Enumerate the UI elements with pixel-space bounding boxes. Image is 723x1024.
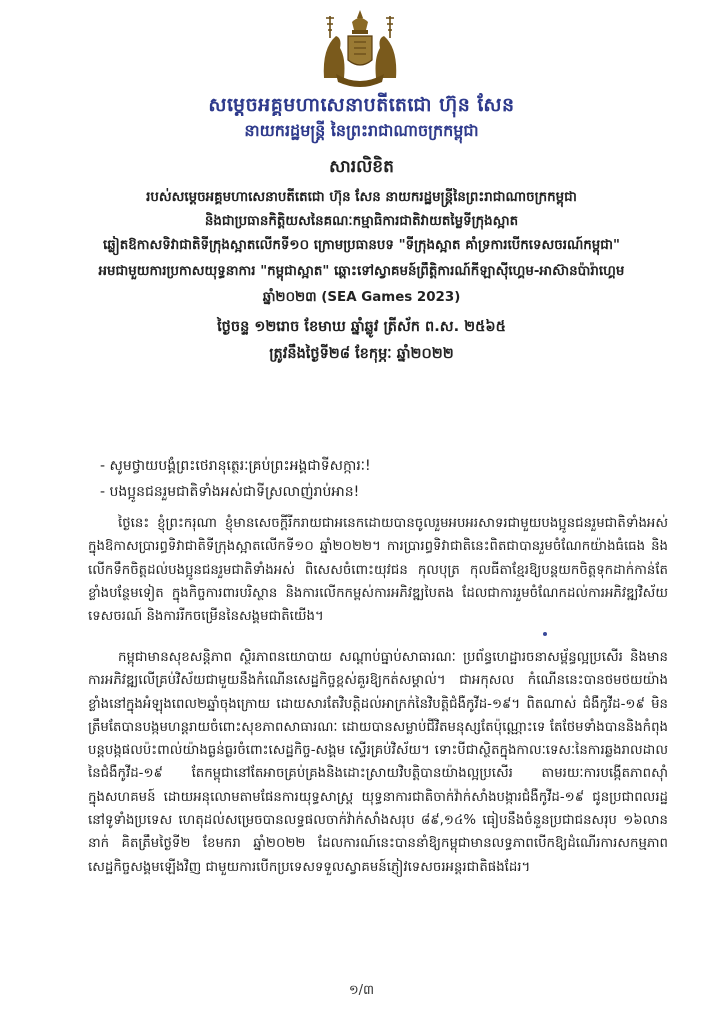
royal-arms-of-cambodia-icon [316,8,404,88]
body-paragraph: កម្ពុជាមានសុខសន្តិភាព ស្ថិរភាពនយោបាយ សណ្ដាប់ធ្នាប់សាធារណៈ ប្រព័ន្ធហេដ្ឋារចនាសម្ព័ន្ធល្អប្រសើរ និងមានការអភិវឌ្ឍលើគ្រប់វិស័យជាមួយនឹងកំណើនសេដ្ឋកិច្ចខ្ពស់គួរឱ្យកត់សម្គាល់។ ជាអកុសល កំណើននេះបានថមថយយ៉ាងខ្លាំងនៅក្នុងអំឡុងពេល២ឆ្នាំចុងក្រោយ ដោយសារតែវិបត្តិដល់អាក្រក់នៃវិបត្តិជំងឺកូវីដ-១៩។ ពិតណាស់ ជំងឺកូវីដ-១៩ មិនត្រឹមតែបានបង្កមហន្តរាយចំពោះសុខភាពសាធារណៈ ដោយបានសម្លាប់ជីវិតមនុស្សតែប៉ុណ្ណោះទេ តែថែមទាំងបាននិងកំពុងបន្តបង្កផលប៉ះពាល់យ៉ាងធ្ងន់ធ្ងរចំពោះសេដ្ឋកិច្ច-សង្គម ស្ទើរគ្រប់វិស័យ។ ទោះបីជាស្ថិតក្នុងកាលៈទេសៈនៃការឆ្លងរាលដាលនៃជំងឺកូវីដ-១៩ តែកម្ពុជានៅតែអាចគ្រប់គ្រងនិងដោះស្រាយវិបត្តិបានយ៉ាងល្អប្រសើរ តាមរយៈការបង្កើតភាពស៊ាំក្នុងសហគមន៍ ដោយអនុលោមតាមផែនការយុទ្ធសាស្ត្រ យុទ្ធនាការជាតិចាក់វ៉ាក់សាំងបង្ការជំងឺកូវីដ-១៩ ជូនប្រជាពលរដ្ឋនៅទូទាំងប្រទេស ហេតុដល់សម្រេចបានលទ្ធផលចាក់វ៉ាក់សាំងសរុប ៨៩,១៤% ធៀបនឹងចំនួនប្រជាជនសរុប ១៦លាននាក់ គិតត្រឹមថ្ងៃទី២ ខែមករា ឆ្នាំ២០២២ ដែលការណ៍នេះបាននាំឱ្យកម្ពុជាមានលទ្ធភាពបើកឱ្យដំណើរការសកម្មភាពសេដ្ឋកិច្ចសង្គមឡើងវិញ ជាមួយការបើកប្រទេសទទួលស្វាគមន៍ភ្ញៀវទេសចរអន្តរជាតិផងដែរ។ [88,650,668,875]
headline-line: និងជាប្រធានកិត្តិយសនៃគណៈកម្មាធិការជាតិវាយតម្លៃទីក្រុងស្អាត [204,214,519,229]
salutation-monks: - សូមថ្វាយបង្គំព្រះថេរានុត្ថេរៈគ្រប់ព្រះអង្គជាទីសក្ការៈ! [100,458,371,474]
body-paragraph: ថ្ងៃនេះ ខ្ញុំព្រះករុណា ខ្ញុំមានសេចក្ដីរីករាយជាអនេកដោយបានចូលរួមអបអរសាទរជាមួយបងប្អូនជនរួមជាតិទាំងអស់ក្នុងឱកាសប្រារព្ធទិវាជាតិទីក្រុងស្អាតលើកទី១០ ឆ្នាំ២០២២។ ការប្រារព្ធទិវាជាតិនេះពិតជាបានរួមចំណែកយ៉ាងធំធេង និងលើកទឹកចិត្តដល់បងប្អូនជនរួមជាតិទាំងអស់ ពិសេសចំពោះយុវជន កុលបុត្រ កុលធីតាខ្មែរឱ្យបន្តយកចិត្តទុកដាក់កាន់តែខ្លាំងបន្ថែមទៀត ក្នុងកិច្ចការពារបរិស្ថាន និងការលើកកម្ពស់ការអភិវឌ្ឍបៃតង ដែលជាការរួមចំណែកដល់ការអភិវឌ្ឍវិស័យទេសចរណ៍ និងការរីកចម្រើននៃសង្គមជាតិយើង។ [88,516,668,625]
headline-line: ឆ្នាំ២០២៣ (SEA Games 2023) [262,290,461,305]
ink-dot [543,632,547,636]
page-number: ១/៣ [348,983,375,998]
sender-name: សម្ដេចអគ្គមហាសេនាបតីតេជោ ហ៊ុន សែន [208,94,515,116]
headline-line: អមជាមួយការប្រកាសយុទ្ធនាការ "កម្ពុជាស្អាត" ឆ្ពោះទៅស្វាគមន៍ព្រឹត្តិការណ៍កីឡាស៊ីហ្គេម-អាស៊ានប៉ារ៉ាហ្គេម [98,264,625,279]
solar-date: ត្រូវនឹងថ្ងៃទី២៨ ខែកុម្ភៈ ឆ្នាំ២០២២ [269,346,454,362]
sender-position: នាយករដ្ឋមន្ត្រី នៃព្រះរាជាណាចក្រកម្ពុជា [244,121,479,140]
headline-line: ឆ្លៀតឱកាសទិវាជាតិទីក្រុងស្អាតលើកទី១០ ក្រោមប្រធានបទ "ទីក្រុងស្អាត គាំទ្រការបើកទេសចរណ៍កម្ពុជា" [102,238,621,253]
document-title: សារលិខិត [329,157,394,177]
lunar-date: ថ្ងៃចន្ទ ១២រោច ខែមាឃ ឆ្នាំឆ្លូវ ត្រីស័ក ព.ស. ២៥៦៥ [217,319,506,335]
headline-line: របស់សម្ដេចអគ្គមហាសេនាបតីតេជោ ហ៊ុន សែន នាយករដ្ឋមន្ត្រីនៃព្រះរាជាណាចក្រកម្ពុជា [146,190,577,205]
salutation-citizens: - បងប្អូនជនរួមជាតិទាំងអស់ជាទីស្រលាញ់រាប់អាន! [100,484,360,500]
